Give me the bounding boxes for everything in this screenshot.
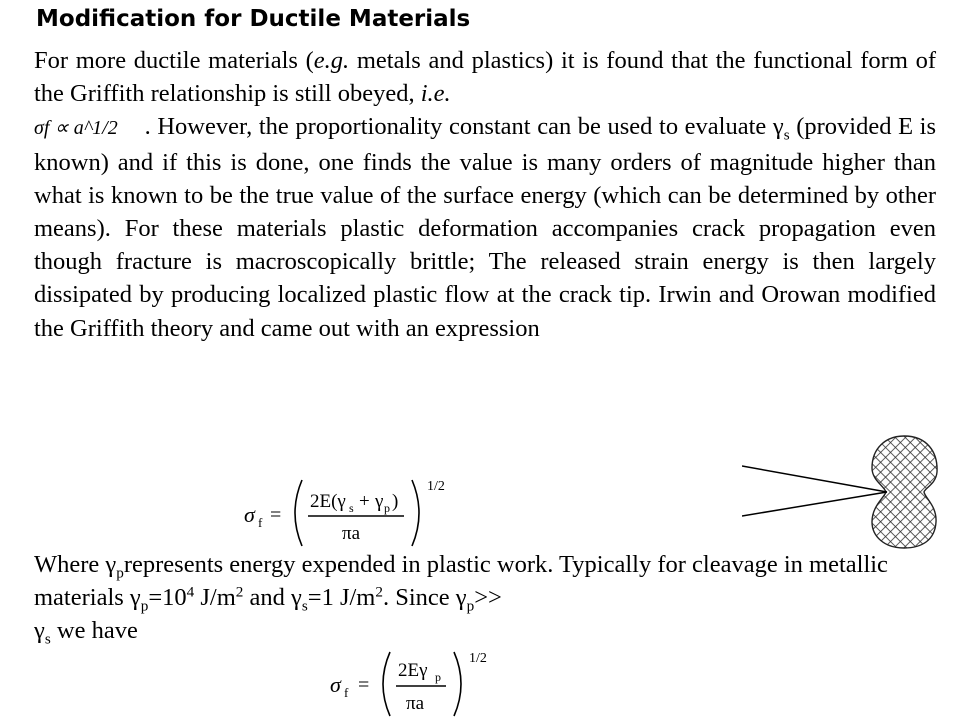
p1-continuation1: . However, the proportionality constant can be used to evaluate [138, 113, 773, 141]
eq2-exponent: 1/2 [469, 651, 487, 666]
p2-unit1: J/m [194, 584, 236, 611]
paragraph-ductile-materials [34, 44, 936, 345]
p2-gamma5: γ [34, 617, 45, 644]
p2-sup-2b: 2 [375, 583, 383, 601]
p2-sub-p2: p [140, 597, 149, 615]
equation-plastic-dominated [328, 646, 518, 720]
p2-we-have: we have [50, 617, 138, 644]
eq2-numerator: 2Eγ [398, 660, 428, 681]
eq2-denominator: πa [406, 693, 425, 714]
p2-sub-p3: p [466, 597, 475, 615]
p1-eg: e.g. [313, 47, 350, 74]
p1-sub-s: s [783, 126, 790, 144]
p2-sub-p1: p [116, 564, 124, 582]
eq2-left-paren [383, 652, 390, 716]
inline-proportionality-formula [34, 112, 138, 145]
p2-where: Where [34, 551, 106, 578]
p2-gt: >> [474, 584, 502, 611]
eq1-close-paren: ) [392, 491, 399, 512]
eq1-sigma: σ [244, 502, 255, 527]
plastic-zone-shape [872, 436, 937, 548]
eq1-equals: = [270, 504, 282, 526]
p2-sup-2a: 2 [235, 583, 244, 601]
eq1-num-sub-p: p [384, 501, 390, 515]
paragraph-plastic-work [34, 548, 914, 647]
eq1-plus: + [359, 491, 370, 512]
p2-since: . Since [382, 584, 456, 611]
p2-sub-s: s [301, 597, 308, 615]
eq2-sigma: σ [330, 672, 341, 697]
crack-tip-plastic-zone-diagram [742, 432, 942, 555]
crack-upper-line [742, 466, 887, 492]
inline-formula-text: σf ∝ a^1/2 [34, 117, 118, 140]
p1-intro: For more ductile materials ( [34, 47, 314, 74]
p2-gamma1: γ [105, 551, 117, 578]
eq1-right-paren [412, 480, 419, 546]
page-heading: Modification for Ductile Materials [36, 6, 471, 32]
p1-middle: metals and plastics) it is found that the functional form of the Griffith relationship is still obeyed, [34, 47, 936, 108]
eq1-exponent: 1/2 [427, 479, 445, 494]
p2-represents: represents energy expended in plastic work. Typically for cleavage in metallic materials [34, 551, 888, 611]
p2-gamma3: γ [291, 584, 302, 611]
crack-lower-line [742, 492, 887, 516]
p1-ie: i.e. [420, 80, 451, 108]
p2-sub-s2: s [44, 630, 51, 648]
p2-eq-s: =1 J/m [307, 584, 376, 611]
p1-continuation2: (provided E is known) and if this is done, one finds the value is many orders of magnitude higher than what is known to be the true value of the surface energy (which can be determined by other means). For these materials plastic deformation accompanies crack propagation even though fracture is macroscopically brittle; The released strain energy is then largely dissipated by producing localized plastic flow at the crack tip. Irwin and Orowan modified the Griffith theory and came out with an expression [34, 113, 936, 342]
eq1-denominator: πa [342, 523, 361, 544]
eq2-num-sub-p: p [435, 670, 441, 684]
p2-and: and [243, 584, 292, 611]
eq1-left-paren [295, 480, 302, 546]
eq1-numerator: 2E(γ [310, 491, 346, 512]
eq1-num-sub-s: s [349, 501, 354, 515]
p2-gamma2: γ [129, 584, 141, 611]
p2-sup-4: 4 [186, 583, 195, 601]
p2-eq-p: =10 [148, 584, 187, 611]
eq2-equals: = [358, 674, 370, 696]
eq1-sub-f: f [258, 515, 263, 530]
eq2-right-paren [454, 652, 461, 716]
p1-gamma-s: γ [772, 113, 784, 141]
eq2-sub-f: f [344, 685, 349, 700]
equation-irwin-orowan [242, 470, 472, 550]
eq1-gamma-p: γ [375, 491, 384, 512]
p2-gamma4: γ [455, 584, 467, 611]
